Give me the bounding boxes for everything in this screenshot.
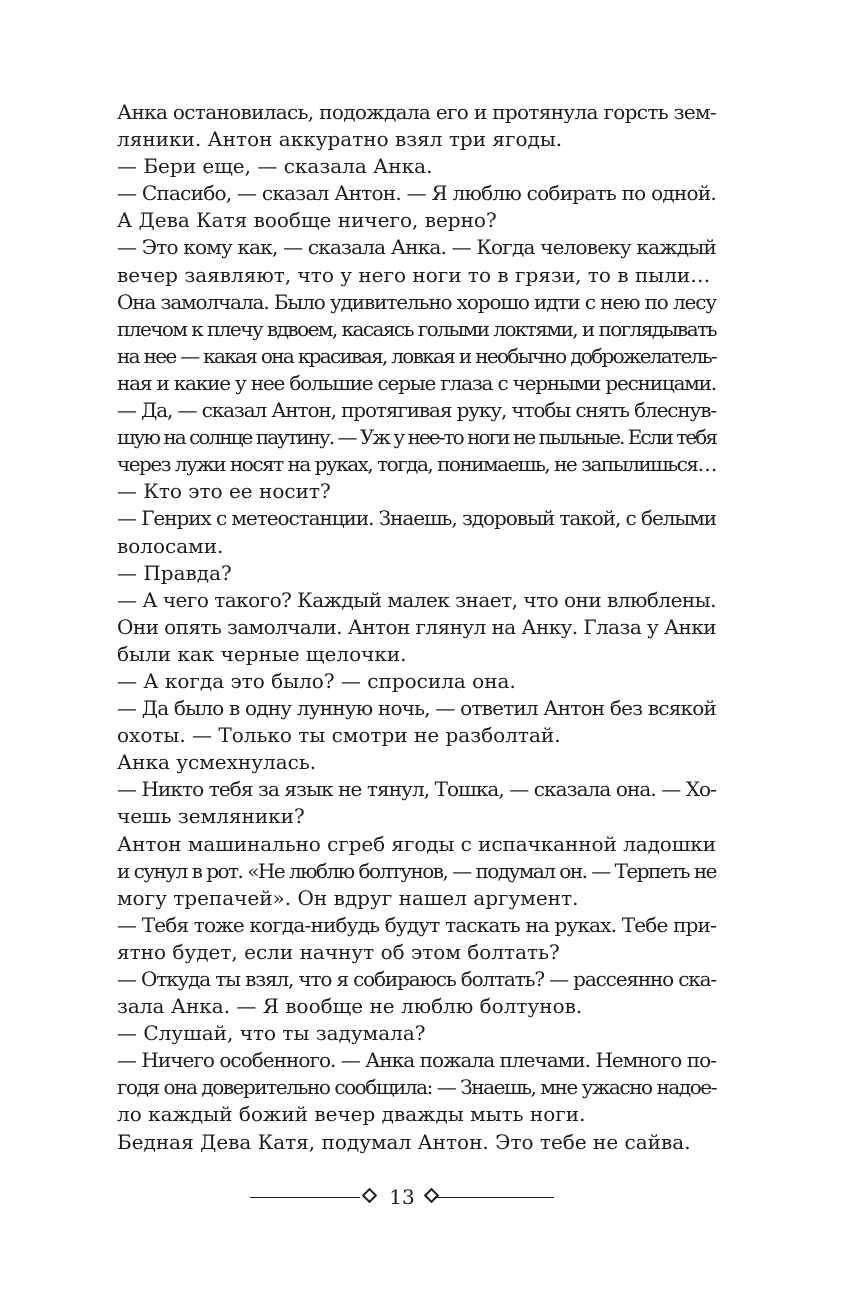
diamond-icon bbox=[362, 1188, 378, 1204]
paragraph bbox=[117, 776, 716, 830]
text-line: Антон машинально сгреб ягоды с испачканной ладошки bbox=[117, 831, 716, 856]
paragraph bbox=[117, 397, 716, 478]
text-line: — Генрих с метеостанции. Знаешь, здоровый такой, с белыми bbox=[117, 506, 717, 531]
text-line: — А когда это было? — спросила она. bbox=[117, 668, 516, 693]
text-line: волосами. bbox=[117, 533, 224, 558]
text-line: — Ничего особенного. — Анка пожала плечами. Немного по- bbox=[117, 1048, 716, 1073]
text-line: — Никто тебя за язык не тянул, Тошка, — сказала она. — Хо- bbox=[117, 777, 717, 802]
paragraph bbox=[117, 1020, 716, 1047]
text-line: — Кто это ее носит? bbox=[117, 479, 331, 504]
text-line: — Да, — сказал Антон, протягивая руку, чтобы снять блеснув- bbox=[117, 398, 716, 423]
paragraph bbox=[117, 912, 716, 966]
paragraph bbox=[117, 831, 716, 912]
text-line: были как черные щелочки. bbox=[117, 641, 407, 666]
paragraph bbox=[117, 234, 716, 288]
text-line: плечом к плечу вдвоем, касаясь голыми локтями, и поглядывать bbox=[117, 316, 716, 341]
text-line: — Да было в одну лунную ночь, — ответил Антон без всякой bbox=[117, 696, 717, 721]
paragraph bbox=[117, 289, 716, 397]
text-line: — Откуда ты взял, что я собираюсь болтать? — рассеянно ска- bbox=[117, 967, 717, 991]
paragraph bbox=[117, 560, 716, 587]
text-line: чешь земляники? bbox=[117, 804, 305, 829]
text-line: шую на солнце паутину. — Уж у нее-то ноги не пыльные. Если тебя bbox=[117, 425, 717, 450]
text-line: ятно будет, если начнут об этом болтать? bbox=[117, 939, 560, 964]
text-line: — А чего такого? Каждый малек знает, что они влюблены. bbox=[117, 587, 716, 612]
page-number: 13 bbox=[389, 1185, 415, 1209]
text-line: вечер заявляют, что у него ноги то в грязи, то в пыли… bbox=[117, 262, 711, 287]
paragraph bbox=[117, 180, 716, 234]
text-line: — Тебя тоже когда-нибудь будут таскать на руках. Тебе при- bbox=[117, 912, 716, 937]
diamond-icon bbox=[424, 1188, 440, 1204]
text-line: — Правда? bbox=[117, 560, 232, 585]
paragraph bbox=[117, 478, 716, 505]
text-line: — Бери еще, — сказала Анка. bbox=[117, 154, 433, 179]
text-line: и сунул в рот. «Не люблю болтунов, — подумал он. — Терпеть не bbox=[117, 858, 716, 883]
footer-rule-right bbox=[434, 1197, 554, 1198]
paragraph bbox=[117, 153, 716, 180]
text-line: Анка остановилась, подождала его и протянула горсть зем- bbox=[117, 100, 717, 124]
text-line: через лужи носят на руках, тогда, понимаешь, не запылишься… bbox=[117, 452, 716, 477]
paragraph bbox=[117, 587, 716, 614]
text-line: Они опять замолчали. Антон глянул на Анку. Глаза у Анки bbox=[117, 614, 716, 639]
paragraph bbox=[117, 1129, 716, 1156]
text-line: ная и какие у нее большие серые глаза с черными ресницами. bbox=[117, 370, 716, 395]
text-line: Она замолчала. Было удивительно хорошо идти с нею по лесу bbox=[117, 289, 716, 314]
paragraph bbox=[117, 966, 716, 1020]
paragraph bbox=[117, 99, 716, 153]
paragraph bbox=[117, 749, 716, 776]
text-line: ляники. Антон аккуратно взял три ягоды. bbox=[117, 127, 563, 152]
text-line: Бедная Дева Катя, подумал Антон. Это тебе не сайва. bbox=[117, 1129, 691, 1154]
text-line: зала Анка. — Я вообще не люблю болтунов. bbox=[117, 994, 583, 1019]
text-line: — Это кому как, — сказала Анка. — Когда человеку каждый bbox=[117, 235, 716, 260]
text-line: могу трепачей». Он вдруг нашел аргумент. bbox=[117, 885, 579, 910]
footer-rule-left bbox=[250, 1197, 360, 1198]
body-text bbox=[117, 99, 716, 1156]
text-line: А Дева Катя вообще ничего, верно? bbox=[117, 208, 497, 233]
paragraph bbox=[117, 614, 716, 668]
text-line: — Слушай, что ты задумала? bbox=[117, 1021, 426, 1046]
paragraph bbox=[117, 695, 716, 749]
paragraph bbox=[117, 505, 716, 559]
text-line: ло каждый божий вечер дважды мыть ноги. bbox=[117, 1102, 586, 1127]
paragraph bbox=[117, 668, 716, 695]
text-line: годя она доверительно сообщила: — Знаешь, мне ужасно надое- bbox=[117, 1075, 716, 1100]
text-line: охоты. — Только ты смотри не разболтай. bbox=[117, 723, 561, 748]
text-line: на нее — какая она красивая, ловкая и необычно доброжелатель- bbox=[117, 343, 716, 368]
text-line: Анка усмехнулась. bbox=[117, 750, 317, 775]
paragraph bbox=[117, 1047, 716, 1128]
page-footer bbox=[250, 1184, 554, 1216]
text-line: — Спасибо, — сказал Антон. — Я люблю собирать по одной. bbox=[117, 181, 717, 206]
